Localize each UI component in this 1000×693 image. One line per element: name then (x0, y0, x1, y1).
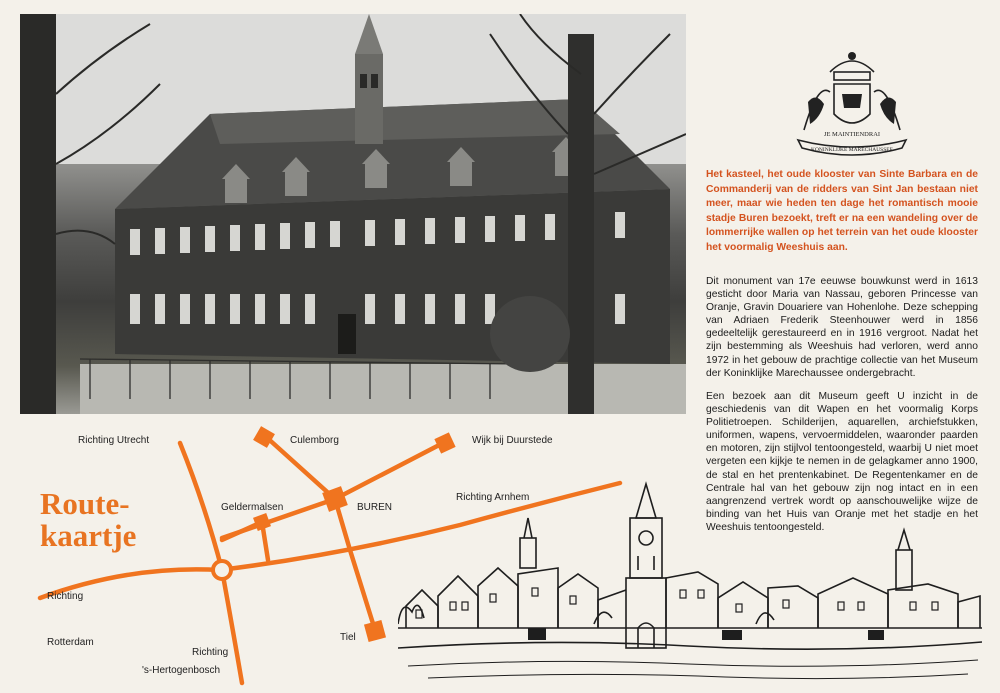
crest-motto: JE MAINTIENDRAI (823, 131, 881, 138)
museum-paragraph: Een bezoek aan dit Museum geeft U inzicht in de geschiedenis van dit Wapen en het voormalig Korps Politietroepen. Schilderijen, aquarellen, archiefstukken, uniformen, wapens, vervoermiddelen, waaronder paarden en motoren, zijn stijlvol tentoongesteld, waarbij U niet moet vergeten een kijkje te nemen in de gelagkamer anno 1900, de stal en het prentenkabinet. De Regentenkamer en de Centrale hal van het gebouw zijn nog intact en in een aangrenzend vertrek wordt op aanschouwelijke wijze de binding van het Huis van Oranje met het stadje en het Weeshuis tentoongesteld. (706, 391, 978, 533)
weeshuis-illustration (20, 14, 686, 414)
map-title-line-2: kaartje (40, 518, 137, 553)
label-wijk: Wijk bij Duurstede (472, 435, 553, 446)
buren-skyline-sketch (398, 478, 982, 690)
label-richting-rotterdam: Richting (47, 591, 84, 602)
route-map-title (40, 488, 136, 552)
label-rotterdam: Rotterdam (47, 637, 94, 648)
label-hertogenbosch: 's-Hertogenbosch (142, 665, 221, 676)
building-photo (20, 14, 686, 414)
crest-ribbon: KONINKLIJKE MARECHAUSSEE (810, 147, 894, 153)
label-buren: BUREN (357, 502, 393, 513)
roundabout-marker (213, 561, 231, 579)
label-tiel: Tiel (340, 632, 356, 643)
map-title-line-1: Route- (40, 486, 130, 521)
wijk-marker (434, 432, 455, 453)
label-utrecht: Richting Utrecht (78, 435, 150, 446)
intro-paragraph: Het kasteel, het oude klooster van Sinte Barbara en de Commanderij van de ridders van Sint Jan bestaan niet meer, maar wie heden ten dage het romantisch mooie stadje Buren bezoekt, treft er na een wandeling over de lommerrijke wallen op het terrein van het oude klooster het voormalig Weeshuis aan. (706, 169, 978, 253)
road-utrecht (180, 443, 222, 570)
label-geldermalsen: Geldermalsen (221, 502, 284, 513)
tiel-marker (364, 620, 386, 642)
history-paragraph: Dit monument van 17e eeuwse bouwkunst werd in 1613 gesticht door Maria van Nassau, geboren Princesse van Oranje, Gravin Douariere van Hohenlohe. Deze schepping van Adriaen Frederik Steenhouwer werd in 1856 gedeeltelijk gerestaureerd en in 1916 vergroot. Nadat het zijn bestemming als Weeshuis had verloren, werd anno 1972 in het gebouw de prachtige collectie van het Museum der Koninklijke Marechaussee ondergebracht. (706, 276, 978, 379)
road-hertogenbosch (222, 570, 242, 683)
road-tiel (264, 435, 375, 630)
label-arnhem: Richting Arnhem (456, 492, 530, 503)
label-richting-hertogenbosch: Richting (192, 647, 229, 658)
label-culemborg: Culemborg (290, 435, 339, 446)
marechaussee-crest (790, 42, 914, 162)
